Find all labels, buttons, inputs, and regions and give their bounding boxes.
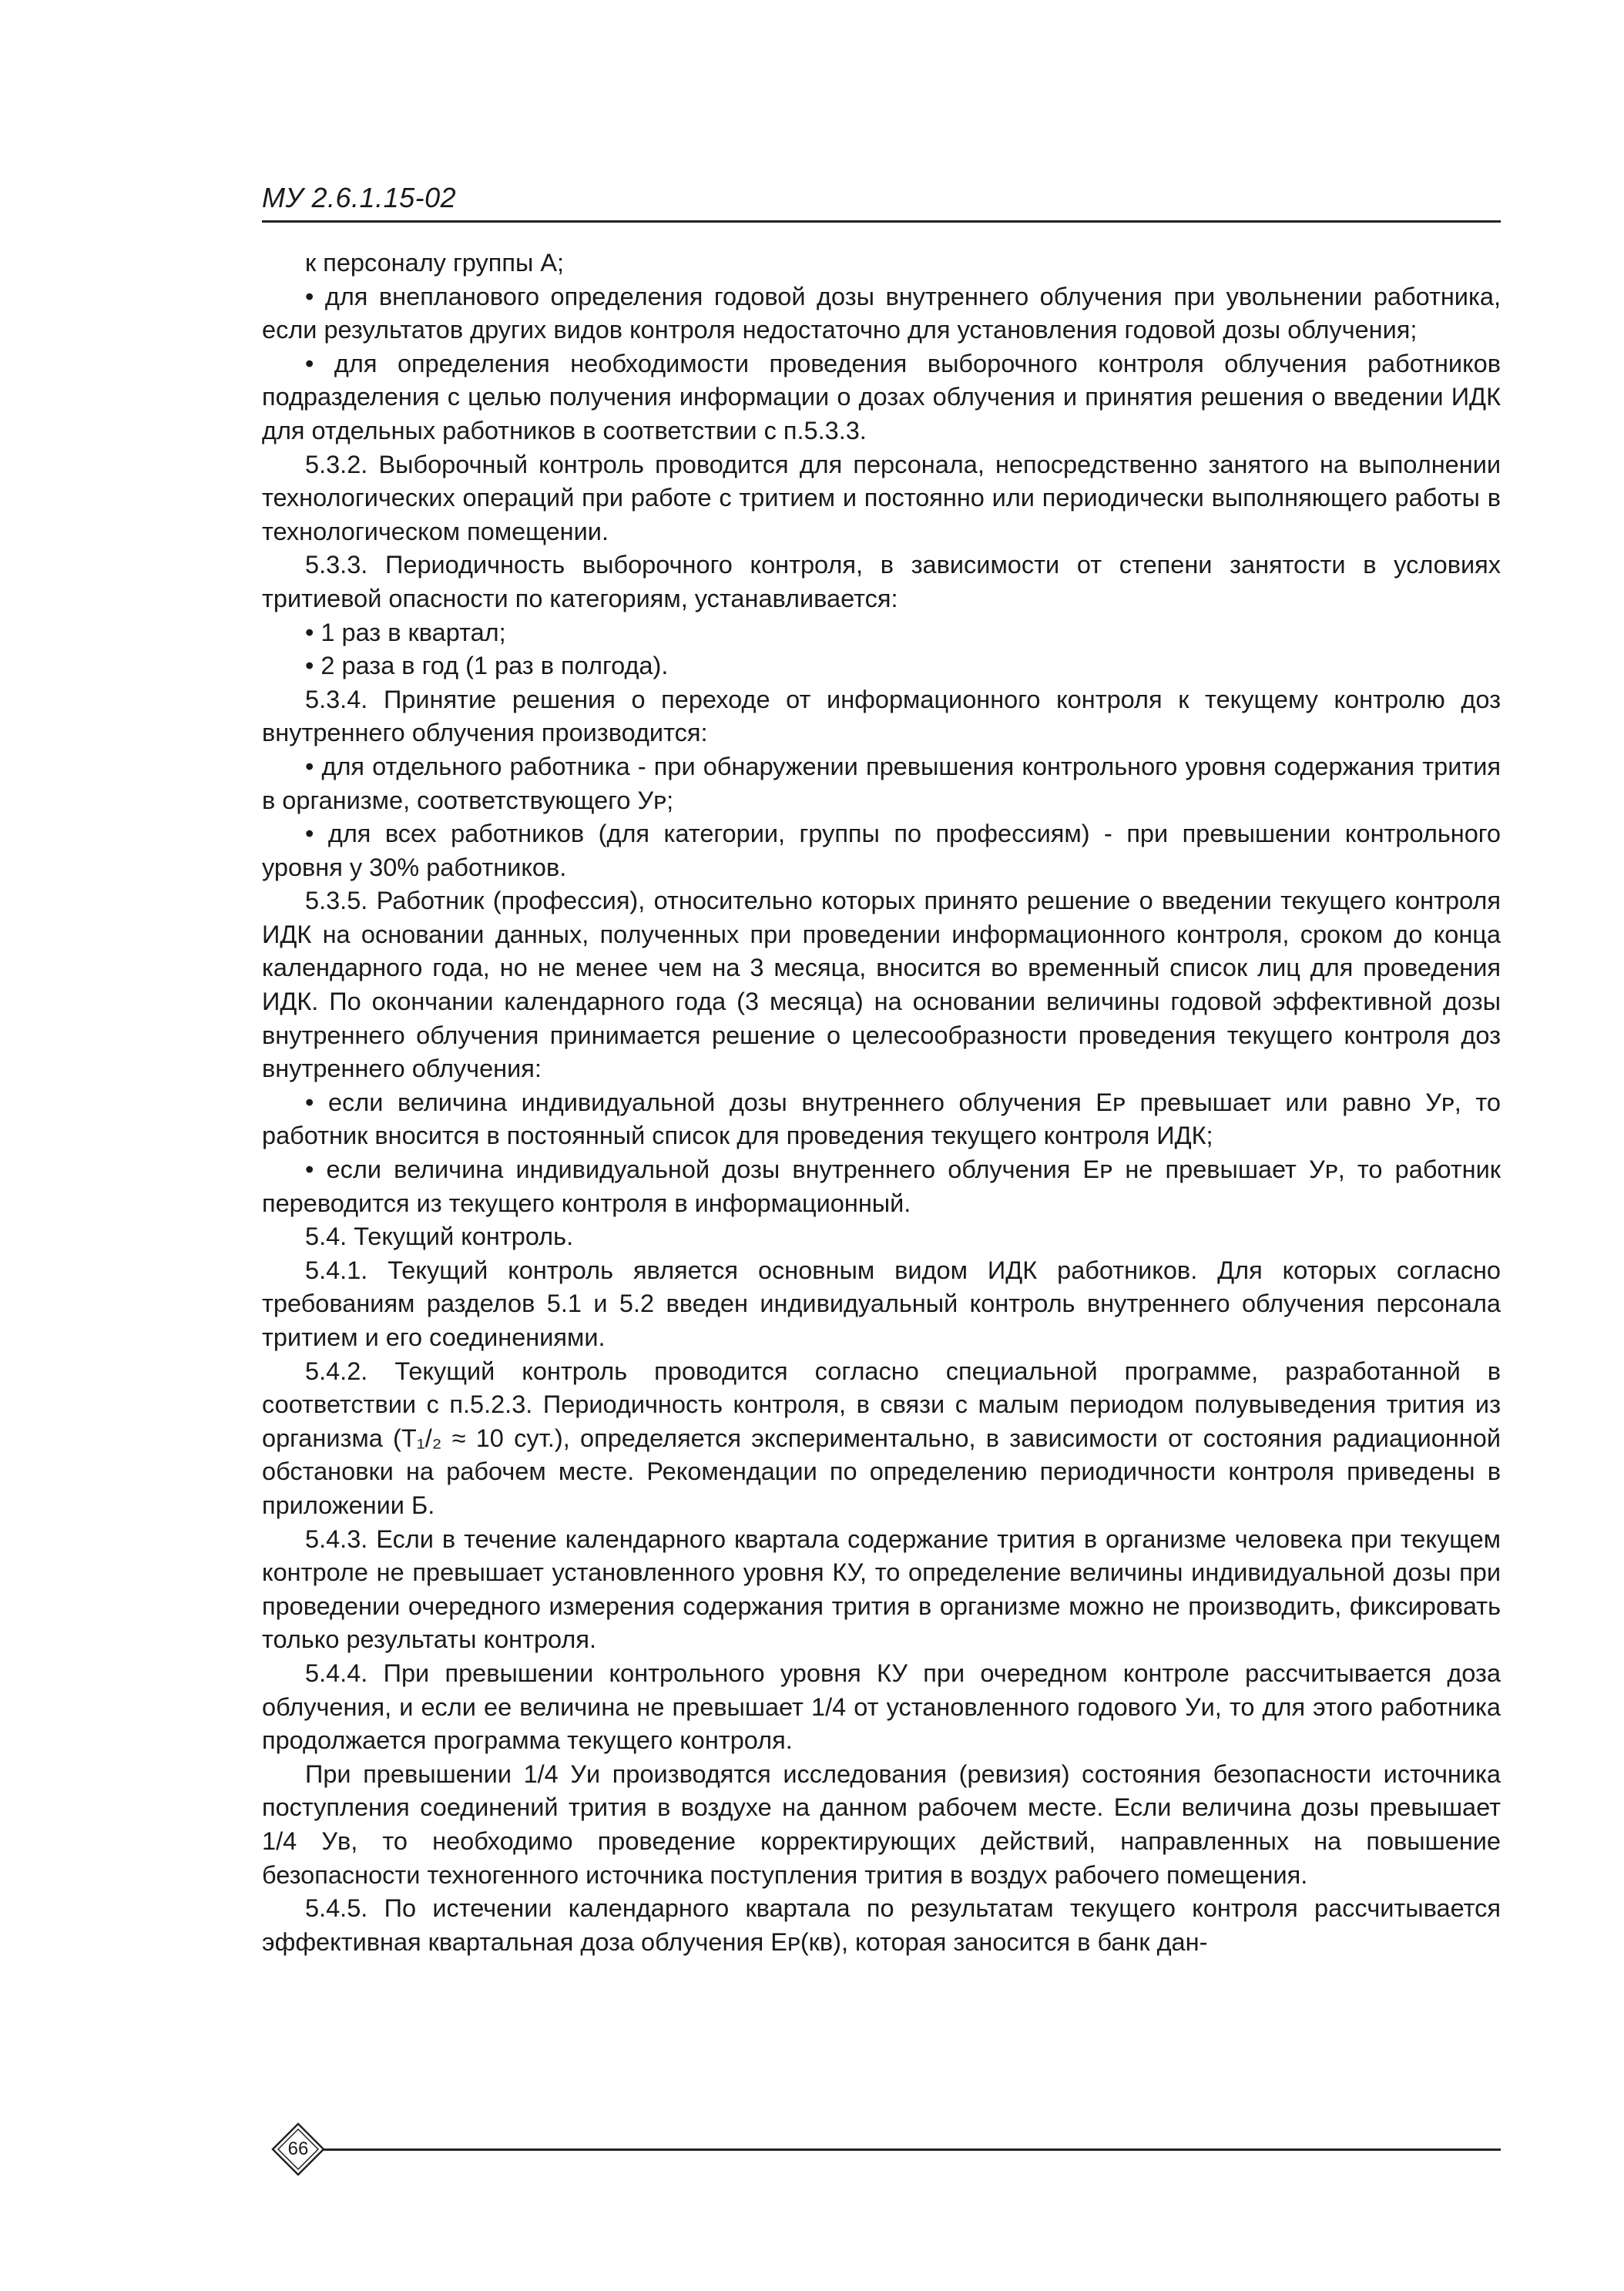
paragraph: • для всех работников (для категории, группы по профессиям) - при превышении контрольного уровня у 30% работников. bbox=[262, 820, 1501, 881]
footer-rule bbox=[324, 2148, 1501, 2151]
paragraph: 5.3.5. Работник (профессия), относительно которых принято решение о введении текущего контроля ИДК на основании данных, полученных при проведении информационного контроля, сроком до конца календарного года, но не менее чем на 3 месяца, вносится во временный список лиц для проведения ИДК. По окончании календарного года (3 месяца) на основании величины годовой эффективной дозы внутреннего облучения принимается решение о целесообразности проведения текущего контроля доз внутреннего облучения: bbox=[262, 887, 1501, 1083]
body-text bbox=[262, 247, 1501, 1959]
page-footer bbox=[262, 2115, 1501, 2184]
paragraph: 5.4.3. Если в течение календарного квартала содержание трития в организме человека при текущем контроле не превышает установленного уровня КУ, то определение величины индивидуальной дозы при проведении очередного измерения содержания трития в организме можно не производить, фиксировать только результаты контроля. bbox=[262, 1525, 1501, 1654]
paragraph: 5.4.2. Текущий контроль проводится согласно специальной программе, разработанной в соответствии с п.5.2.3. Периодичность контроля, в связи с малым периодом полувыведения трития из организма (T₁/₂ ≈ 10 сут.), определяется экспериментально, в зависимости от состояния радиационной обстановки на рабочем месте. Рекомендации по определению периодичности контроля приведены в приложении Б. bbox=[262, 1357, 1501, 1519]
paragraph: • для отдельного работника - при обнаружении превышения контрольного уровня содержания трития в организме, соответствующего Уᴘ; bbox=[262, 752, 1501, 814]
paragraph: 5.4.1. Текущий контроль является основным видом ИДК работников. Для которых согласно требованиям разделов 5.1 и 5.2 введен индивидуальный контроль внутреннего облучения персонала тритием и его соединениями. bbox=[262, 1256, 1501, 1351]
document-code: МУ 2.6.1.15-02 bbox=[262, 182, 457, 213]
paragraph: • если величина индивидуальной дозы внутреннего облучения Eᴘ превышает или равно Уᴘ, то работник вносится в постоянный список для проведения текущего контроля ИДК; bbox=[262, 1088, 1501, 1150]
paragraph: • 1 раз в квартал; bbox=[305, 618, 506, 646]
paragraph: к персоналу группы А; bbox=[305, 249, 565, 277]
page-header bbox=[262, 176, 1501, 223]
paragraph: 5.3.3. Периодичность выборочного контроля, в зависимости от степени занятости в условиях тритиевой опасности по категориям, устанавливается: bbox=[262, 551, 1501, 612]
paragraph: • если величина индивидуальной дозы внутреннего облучения Eᴘ не превышает Уᴘ, то работник переводится из текущего контроля в информационный. bbox=[262, 1156, 1501, 1217]
page-number: 66 bbox=[287, 2138, 309, 2159]
paragraph: 5.3.2. Выборочный контроль проводится для персонала, непосредственно занятого на выполнении технологических операций при работе с тритием и постоянно или периодически выполняющего работы в технологическом помещении. bbox=[262, 450, 1501, 545]
paragraph: 5.3.4. Принятие решения о переходе от информационного контроля к текущему контролю доз внутреннего облучения производится: bbox=[262, 685, 1501, 747]
paragraph: • 2 раза в год (1 раз в полгода). bbox=[305, 652, 669, 680]
paragraph: 5.4. Текущий контроль. bbox=[305, 1223, 574, 1251]
paragraph: 5.4.4. При превышении контрольного уровня КУ при очередном контроле рассчитывается доза облучения, и если ее величина не превышает 1/4 от установленного годового Уᴎ, то для этого работника продолжается программа текущего контроля. bbox=[262, 1659, 1501, 1755]
paragraph: • для определения необходимости проведения выборочного контроля облучения работников подразделения с целью получения информации о дозах облучения и принятия решения о введении ИДК для отдельных работников в соответствии с п.5.3.3. bbox=[262, 349, 1501, 444]
paragraph: • для внепланового определения годовой дозы внутреннего облучения при увольнении работника, если результатов других видов контроля недостаточно для установления годовой дозы облучения; bbox=[262, 282, 1501, 344]
paragraph: При превышении 1/4 Уᴎ производятся исследования (ревизия) состояния безопасности источника поступления соединений трития в воздухе на данном рабочем месте. Если величина дозы превышает 1/4 Уʙ, то необходимо проведение корректирующих действий, направленных на повышение безопасности техногенного источника поступления трития в воздух рабочего помещения. bbox=[262, 1759, 1501, 1889]
paragraph: 5.4.5. По истечении календарного квартала по результатам текущего контроля рассчитывается эффективная квартальная доза облучения Eᴘ(кв), которая заносится в банк дан- bbox=[262, 1894, 1501, 1956]
